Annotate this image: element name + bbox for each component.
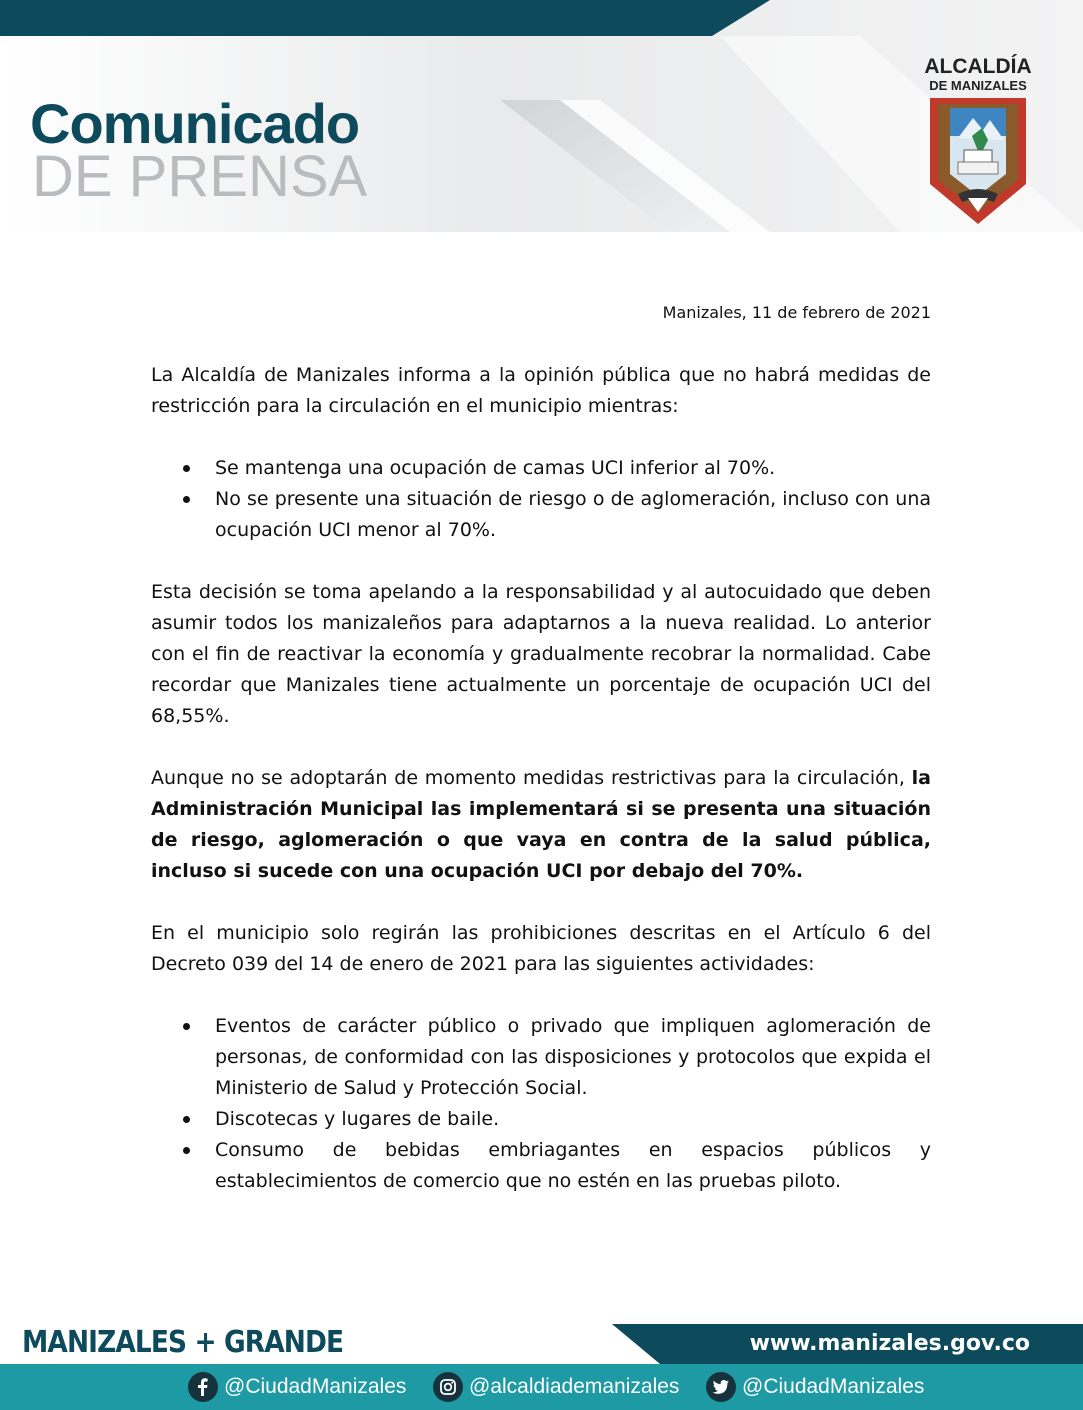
list-item: Eventos de carácter público o privado que impliquen aglomeración de personas, de conformidad con las disposiciones y protocolos que expida el Ministerio de Salud y Protección Social. [215, 1011, 931, 1104]
twitter-icon [706, 1372, 736, 1402]
title-comunicado: Comunicado [30, 92, 360, 155]
facebook-icon [188, 1372, 218, 1402]
logo-text-de-manizales: DE MANIZALES [929, 78, 1027, 93]
notice-paragraph [151, 763, 931, 887]
title-de-prensa: DE PRENSA [32, 144, 368, 209]
alcaldia-logo [918, 52, 1038, 228]
social-handle: @CiudadManizales [742, 1375, 925, 1398]
coat-of-arms-icon [928, 96, 1028, 226]
prohibitions-list [151, 1011, 931, 1197]
list-item: No se presente una situación de riesgo o de aglomeración, incluso con una ocupación UCI menor al 70%. [215, 484, 931, 546]
prohibitions-intro-paragraph: En el municipio solo regirán las prohibiciones descritas en el Artículo 6 del Decreto 039 del 14 de enero de 2021 para las siguientes actividades: [151, 922, 931, 975]
intro-paragraph: La Alcaldía de Manizales informa a la opinión pública que no habrá medidas de restricción para la circulación en el municipio mientras: [151, 364, 931, 417]
social-handle: @alcaldiademanizales [469, 1375, 680, 1398]
release-date: Manizales, 11 de febrero de 2021 [662, 303, 931, 322]
list-item: Se mantenga una ocupación de camas UCI inferior al 70%. [215, 453, 931, 484]
press-release-footer [0, 1318, 1083, 1410]
decision-paragraph: Esta decisión se toma apelando a la responsabilidad y al autocuidado que deben asumir todos los manizaleños para adaptarnos a la nueva realidad. Lo anterior con el fin de reactivar la economía y gradualmente recobrar la normalidad. Cabe recordar que Manizales tiene actualmente un porcentaje de ocupación UCI del 68,55%. [151, 581, 931, 727]
website-link[interactable]: www.manizales.gov.co [749, 1331, 1030, 1356]
press-release-body [151, 300, 931, 1197]
notice-text: Aunque no se adoptarán de momento medidas restrictivas para la circulación, [151, 767, 912, 789]
press-release-header [0, 0, 1083, 232]
social-facebook[interactable] [188, 1370, 406, 1404]
social-handle: @CiudadManizales [224, 1375, 407, 1398]
slogan: MANIZALES + GRANDE [22, 1325, 344, 1360]
list-item: Discotecas y lugares de baile. [215, 1104, 931, 1135]
logo-text-alcaldia: ALCALDÍA [924, 55, 1032, 78]
social-twitter[interactable] [706, 1370, 924, 1404]
list-item: Consumo de bebidas embriagantes en espacios públicos y establecimientos de comercio que no estén en las pruebas piloto. [215, 1135, 931, 1197]
conditions-list [151, 453, 931, 546]
social-instagram[interactable] [433, 1370, 679, 1404]
instagram-icon [433, 1372, 463, 1402]
notice-bold-text: la Administración Municipal las implementará si se presenta una situación de riesgo, aglomeración o que vaya en contra de la salud pública, incluso si sucede con una ocupación UCI por debajo del 70%. [151, 767, 931, 882]
